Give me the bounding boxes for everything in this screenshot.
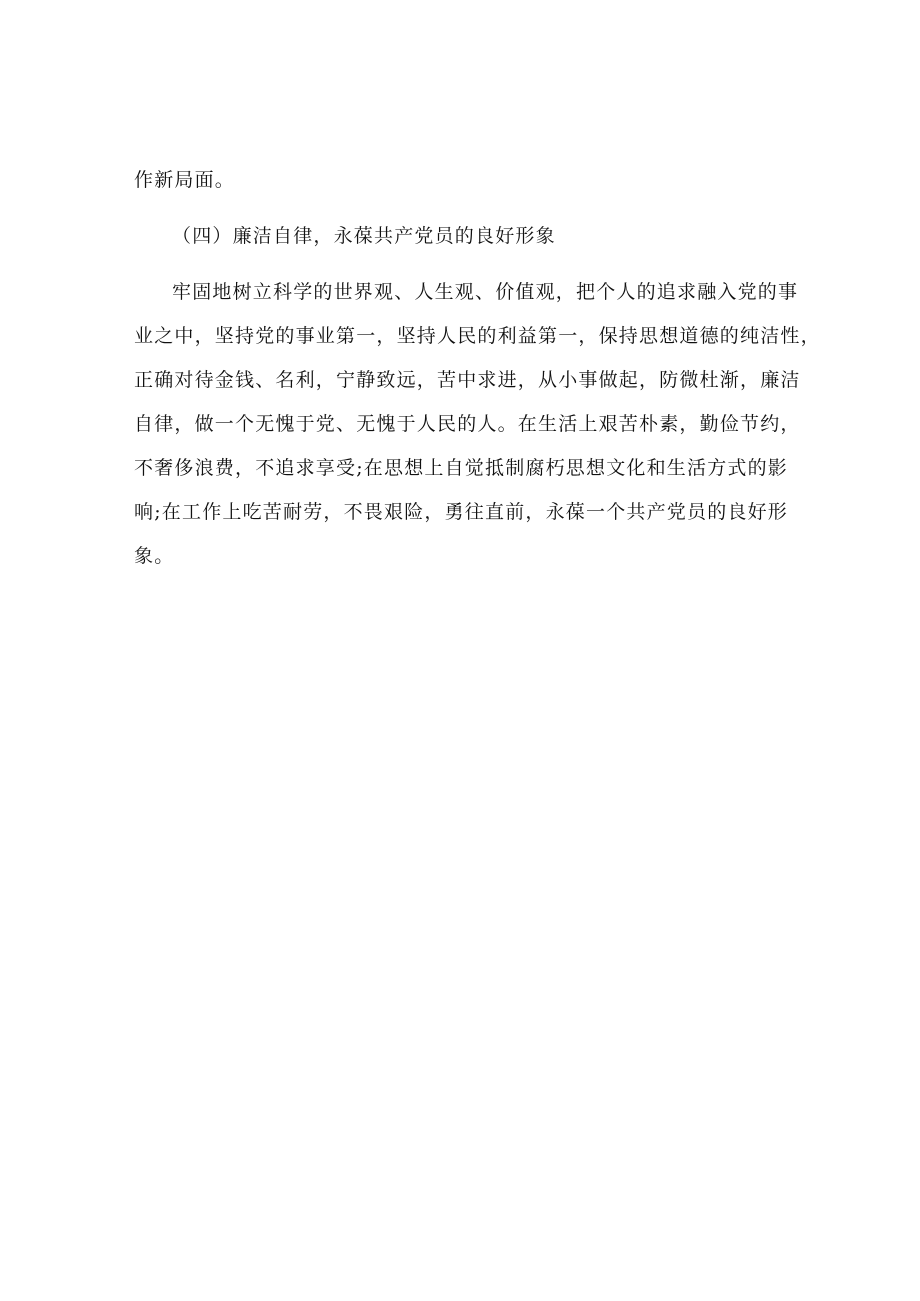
body-paragraph	[134, 270, 821, 578]
paragraph-line: 响;在工作上吃苦耐劳，不畏艰险，勇往直前，永葆一个共产党员的良好形	[134, 501, 789, 523]
paragraph-line: 象。	[134, 545, 175, 567]
paragraph-line: 自律，做一个无愧于党、无愧于人民的人。在生活上艰苦朴素，勤俭节约，	[134, 413, 801, 435]
section-heading: （四）廉洁自律，永葆共产党员的良好形象	[172, 225, 556, 247]
paragraph-line: 不奢侈浪费，不追求享受;在思想上自觉抵制腐朽思想文化和生活方式的影	[134, 457, 789, 479]
paragraph-line: 业之中，坚持党的事业第一，坚持人民的利益第一，保持思想道德的纯洁性，	[134, 325, 821, 347]
paragraph-line: 正确对待金钱、名利，宁静致远，苦中求进，从小事做起，防微杜渐，廉洁	[134, 369, 801, 391]
spacer	[134, 202, 802, 214]
carryover-text: 作新局面。	[134, 169, 236, 191]
document-body	[134, 158, 821, 578]
paragraph-line: 牢固地树立科学的世界观、人生观、价值观，把个人的追求融入党的事	[172, 281, 799, 303]
spacer	[134, 258, 802, 270]
